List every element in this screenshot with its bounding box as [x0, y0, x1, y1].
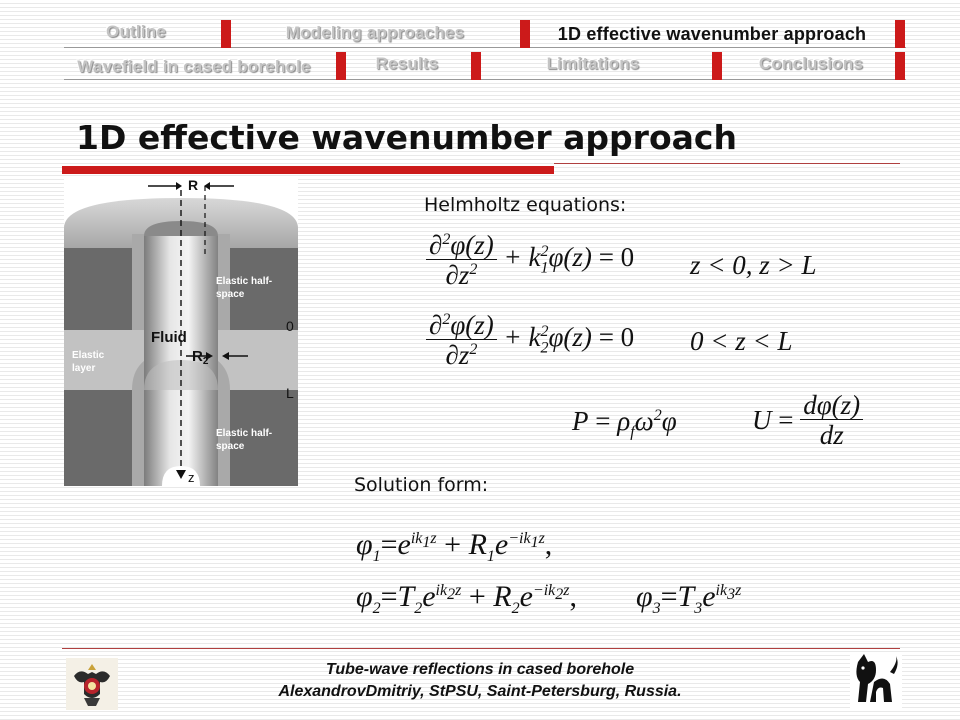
- nav-link-1d-effective-wavenumber[interactable]: 1D effective wavenumber approach: [557, 24, 867, 44]
- helmholtz-equation-2: $\frac{\partial^2\varphi(z)}{\partial z^2}$ + $k_2^2\varphi(z) = 0$: [426, 312, 634, 369]
- elastic-layer-label: Elastic layer: [72, 350, 105, 374]
- nav-link-outline[interactable]: Outline: [106, 22, 166, 41]
- nav-separator: [471, 52, 481, 80]
- upper-half-space-label: Elastic half-space: [216, 276, 273, 300]
- nav-separator: [712, 52, 722, 80]
- nav-link-limitations[interactable]: Limitations: [546, 54, 640, 73]
- nav-separator: [221, 20, 231, 48]
- footer-divider: [62, 648, 900, 649]
- title-underline: [554, 163, 900, 164]
- displacement-equation: U = $\frac{d\varphi(z)}{dz}$: [752, 392, 863, 449]
- helmholtz-label: Helmholtz equations:: [424, 194, 627, 216]
- nav-separator: [520, 20, 530, 48]
- z-axis-label: z: [188, 470, 195, 485]
- nav-divider: [64, 47, 906, 48]
- borehole-diagram: [64, 176, 298, 486]
- solution-equation-2: $\varphi_2=T_2e^{ik_2z} + R_2e^{-ik_2z}$,: [356, 580, 577, 617]
- depth-zero-label: 0: [286, 318, 294, 334]
- nav-link-results[interactable]: Results: [375, 54, 439, 73]
- title-underline-accent: [62, 166, 554, 174]
- cat-logo: [850, 652, 902, 708]
- condition-outside-layer: z < 0, z > L: [690, 250, 817, 280]
- lower-half-space-label: Elastic half-space: [216, 428, 273, 452]
- slide-title: 1D effective wavenumber approach: [76, 118, 737, 157]
- fluid-label: Fluid: [151, 329, 187, 346]
- pressure-equation: $P = \rho_f\omega^2\varphi$: [572, 406, 677, 441]
- nav-divider: [64, 79, 906, 80]
- solution-equation-1: $\varphi_1=e^{ik_1z} + R_1e^{-ik_1z}$,: [356, 528, 553, 565]
- nav-separator: [895, 20, 905, 48]
- nav-separator: [895, 52, 905, 80]
- nav-link-wavefield-cased-borehole[interactable]: Wavefield in cased borehole: [77, 57, 311, 76]
- nav-separator: [336, 52, 346, 80]
- footer-presentation-title: Tube-wave reflections in cased borehole: [325, 661, 635, 678]
- radius-label: R: [188, 177, 199, 193]
- footer-author: AlexandrovDmitriy, StPSU, Saint-Petersburg, Russia.: [278, 683, 682, 700]
- solution-label: Solution form:: [354, 474, 489, 496]
- condition-inside-layer: 0 < z < L: [690, 326, 793, 356]
- depth-l-label: L: [286, 385, 294, 401]
- nav-link-conclusions[interactable]: Conclusions: [758, 54, 864, 73]
- nav-link-modeling-approaches[interactable]: Modeling approaches: [285, 23, 465, 42]
- solution-equation-3: $\varphi_3=T_3e^{ik_3z}$: [636, 580, 742, 617]
- helmholtz-equation-1: $\frac{\partial^2\varphi(z)}{\partial z^2}$ + $k_1^2\varphi(z) = 0$: [426, 232, 634, 289]
- r2-label: $R_2$: [192, 348, 209, 367]
